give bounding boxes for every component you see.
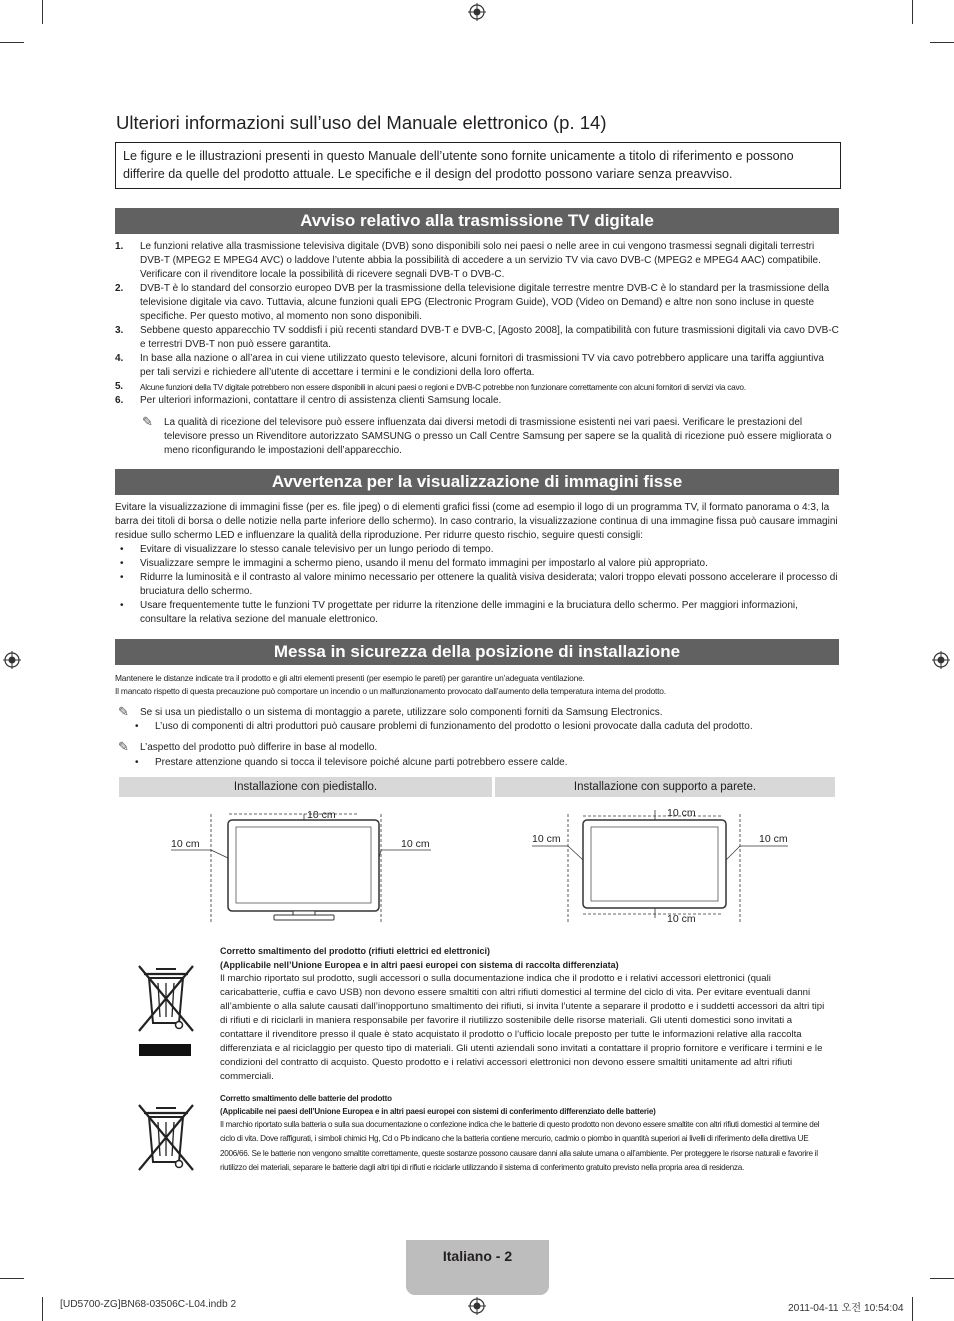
weee-product-subtitle: (Applicabile nell’Unione Europea e in altri paesi europei con sistema di raccolta differenziata) [220, 960, 619, 970]
crossed-bin-battery-icon [136, 1102, 196, 1174]
weee-product-text: Il marchio riportato sul prodotto, sugli accessori o sulla documentazione indica che il prodotto e i relativi accessori elettronici (quali caricabatterie, cuffia e cavo USB) non devono essere smaltiti con altri rifiuti domestici al termine del ciclo di vita. Per evitare eventuali danni all’ambiente o alla salute causati dall’inopportuno smaltimento dei rifiuti, si invita l’utente a separare il prodotto e i suddetti accessori da altri tipi di rifiuti e di riciclarli in maniera responsabile per favorire il riutilizzo sostenibile delle risorse materiali. Gli utenti domestici sono invitati a contattare il rivenditore presso il quale è stato acquistato il prodotto o l’ufficio locale preposto per tutte le informazioni relative alla raccolta differenziata e al riciclaggio per questo tipo di materiali. Gli utenti aziendali sono invitati a contattare il proprio fornitore e verificare i termini e le condizioni del contratto di acquisto. Questo prodotto e i relativi accessori elettronici non devono essere smaltiti unitamente ad altri rifiuti commerciali. [220, 973, 825, 1082]
list-item: 6. Per ulteriori informazioni, contattare il centro di assistenza clienti Samsung locale. [115, 395, 502, 406]
list-item: • Usare frequentemente tutte le funzioni TV progettate per ridurre la ritenzione delle immagini e la bruciatura dello schermo. Per maggiori informazioni, consultare la relativa sezione del manuale elettronico. [115, 599, 839, 627]
crop-mark [42, 0, 43, 24]
section-title-digital-tv: Avviso relativo alla trasmissione TV digitale [115, 208, 839, 234]
list-item: • Ridurre la luminosità e il contrasto al valore minimo necessario per ottenere la qualità visiva desiderata; valori troppo elevati possono accelerare il processo di bruciatura dello schermo. [115, 571, 839, 599]
print-slug-file: [UD5700-ZG]BN68-03506C-L04.indb 2 [60, 1299, 237, 1310]
distance-label-right: 10 cm [401, 838, 430, 850]
installation-note-1-bullets [130, 720, 830, 734]
distance-label-right: 10 cm [759, 833, 788, 845]
crossed-bin-icon [136, 963, 196, 1058]
stand-installation-header: Installazione con piedistallo. [119, 777, 492, 797]
note-pencil-icon: ✎ [118, 704, 129, 719]
page-number: Italiano - 2 [442, 1248, 513, 1264]
list-item: 2. DVB-T è lo standard del consorzio europeo DVB per la trasmissione della televisione digitale terrestre mentre DVB-C è lo standard per la trasmissione della televisione digitale via cavo. Tuttavia, alcune funzioni quali EPG (Electronic Program Guide), VOD (Video on Demand) e altre non sono incluse in queste specifiche. Per questo motivo, al momento non sono disponibili. [115, 283, 830, 322]
disclaimer-box: Le figure e le illustrazioni presenti in questo Manuale dell’utente sono fornite unicamente a titolo di riferimento e possono differire da quelle del prodotto attuale. Le specifiche e il design del prodotto possono variare senza preavviso. [115, 142, 841, 189]
crop-mark [930, 1278, 954, 1279]
list-item: 1. Le funzioni relative alla trasmissione televisiva digitale (DVB) sono disponibili solo nei paesi o nelle aree in cui vengono trasmessi segnali digitali terrestri DVB-T (MPEG2 E MPEG4 AVC) o laddove l’utente abbia la possibilità di accedere a un servizio TV via cavo DVB-C (MPEG2 e MPEG4 AAC) compatibile. Verificare con il rivenditore locale la possibilità di ricevere segnali DVB-T o DVB-C. [115, 241, 821, 280]
print-slug-date: 2011-04-11 오전 10:54:04 [788, 1303, 904, 1314]
crop-mark [930, 42, 954, 43]
distance-label-top: 10 cm [307, 809, 336, 821]
section-title-still-images: Avvertenza per la visualizzazione di immagini fisse [115, 469, 839, 495]
crop-mark [0, 1278, 24, 1279]
note-pencil-icon: ✎ [118, 739, 129, 754]
still-images-intro: Evitare la visualizzazione di immagini fisse (per es. file jpeg) o di elementi grafici fissi (come ad esempio il logo di un programma TV, il formato panorama o 4:3, la barra dei titoli di borsa o delle notizie nella parte inferiore dello schermo). In caso contrario, la visualizzazione continua di una immagine fissa può causare immagini residue sullo schermo LED e influenzare la qualità della riproduzione. Per ridurre questo rischio, seguire questi consigli: [115, 502, 838, 541]
list-item: • Visualizzare sempre le immagini a schermo pieno, usando il menu del formato immagini per impostarlo al valore più appropriato. [115, 557, 839, 571]
reception-note: ✎ La qualità di ricezione del televisore può essere influenzata dai diversi metodi di trasmissione esistenti nei vari paesi. Verificare le prestazioni del televisore presso un Rivenditore autorizzato SAMSUNG o presso un Call Centre Samsung per sapere se la qualità di ricezione può essere migliorata o meno riconfigurando le impostazioni dell’apparecchio. [142, 414, 832, 456]
distance-label-top: 10 cm [667, 807, 696, 819]
weee-battery-subtitle: (Applicabile nei paesi dell’Unione Europea e in altri paesi europei con sistemi di conferimento differenziato delle batterie) [220, 1107, 656, 1116]
registration-mark-icon [468, 3, 486, 21]
page-number-tab [406, 1240, 549, 1295]
weee-battery-text: Il marchio riportato sulla batteria o sulla sua documentazione o confezione indica che le batterie di questo prodotto non devono essere smaltite con altri rifiuti domestici al termine del ciclo di vita. Dove raffigurati, i simboli chimici Hg, Cd o Pb indicano che la batteria contiene mercurio, cadmio o piombo in quantità superiori ai livelli di riferimento della direttiva UE 2006/66. Se le batterie non vengono smaltite correttamente, queste sostanze possono causare danni alla salute umana o all’ambiente. Per proteggere le risorse naturali e favorire il riutilizzo dei materiali, separare le batterie dagli altri tipi di rifiuti e riciclarle utilizzando il sistema di conferimento gratuito previsto nella propria area di residenza. [220, 1120, 820, 1172]
note-pencil-icon: ✎ [142, 414, 153, 429]
page-title: Ulteriori informazioni sull’uso del Manuale elettronico (p. 14) [116, 112, 607, 133]
stand-installation-diagram [119, 800, 492, 930]
crop-mark [912, 1297, 913, 1321]
wall-installation-header: Installazione con supporto a parete. [495, 777, 835, 797]
digital-tv-list [115, 240, 839, 408]
still-images-tips [115, 543, 839, 627]
section-title-installation: Messa in sicurezza della posizione di installazione [115, 639, 839, 665]
crop-mark [42, 1297, 43, 1321]
installation-note-2: ✎ L’aspetto del prodotto può differire in base al modello. [118, 739, 378, 754]
list-item: 3. Sebbene questo apparecchio TV soddisfi i più recenti standard DVB-T e DVB-C, [Agosto 2008], la compatibilità con future trasmissioni digitali via cavo DVB-C e terrestri DVB-T non può essere garantita. [115, 325, 839, 350]
installation-note-2-bullets [130, 756, 830, 770]
list-item: • Prestare attenzione quando si tocca il televisore poiché alcune parti potrebbero essere calde. [130, 756, 830, 770]
distance-label-bottom: 10 cm [667, 913, 696, 925]
crop-mark [0, 42, 24, 43]
installation-intro-2: Il mancato rispetto di questa precauzione può comportare un incendio o un malfunzionamento provocato dall’aumento della temperatura interna del prodotto. [115, 686, 666, 696]
installation-note-1: ✎ Se si usa un piedistallo o un sistema di montaggio a parete, utilizzare solo componenti forniti da Samsung Electronics. [118, 704, 663, 719]
installation-intro-1: Mantenere le distanze indicate tra il prodotto e gli altri elementi presenti (per esempio le pareti) per garantire un’adeguata ventilazione. [115, 673, 585, 683]
weee-battery-title: Corretto smaltimento delle batterie del prodotto [220, 1094, 392, 1103]
registration-mark-icon [3, 651, 21, 669]
weee-product-title: Corretto smaltimento del prodotto (rifiuti elettrici ed elettronici) [220, 946, 491, 956]
registration-mark-icon [932, 651, 950, 669]
distance-label-left: 10 cm [171, 838, 200, 850]
wall-installation-diagram [495, 800, 835, 930]
list-item: 4. In base alla nazione o all’area in cui viene utilizzato questo televisore, alcuni fornitori di trasmissioni TV via cavo potrebbero applicare una tariffa aggiuntiva per tali servizi e richiedere all’utente di accettare i termini e le condizioni della loro offerta. [115, 353, 824, 378]
distance-label-left: 10 cm [532, 833, 561, 845]
registration-mark-icon [468, 1297, 486, 1315]
list-item: • L’uso di componenti di altri produttori può causare problemi di funzionamento del prodotto o lesioni provocate dalla caduta del prodotto. [130, 720, 830, 734]
list-item: 5. Alcune funzioni della TV digitale potrebbero non essere disponibili in alcuni paesi o regioni e DVB-C potrebbe non funzionare correttamente con alcuni fornitori di servizi via cavo. [115, 381, 746, 392]
crop-mark [912, 0, 913, 24]
list-item: • Evitare di visualizzare lo stesso canale televisivo per un lungo periodo di tempo. [115, 543, 839, 557]
